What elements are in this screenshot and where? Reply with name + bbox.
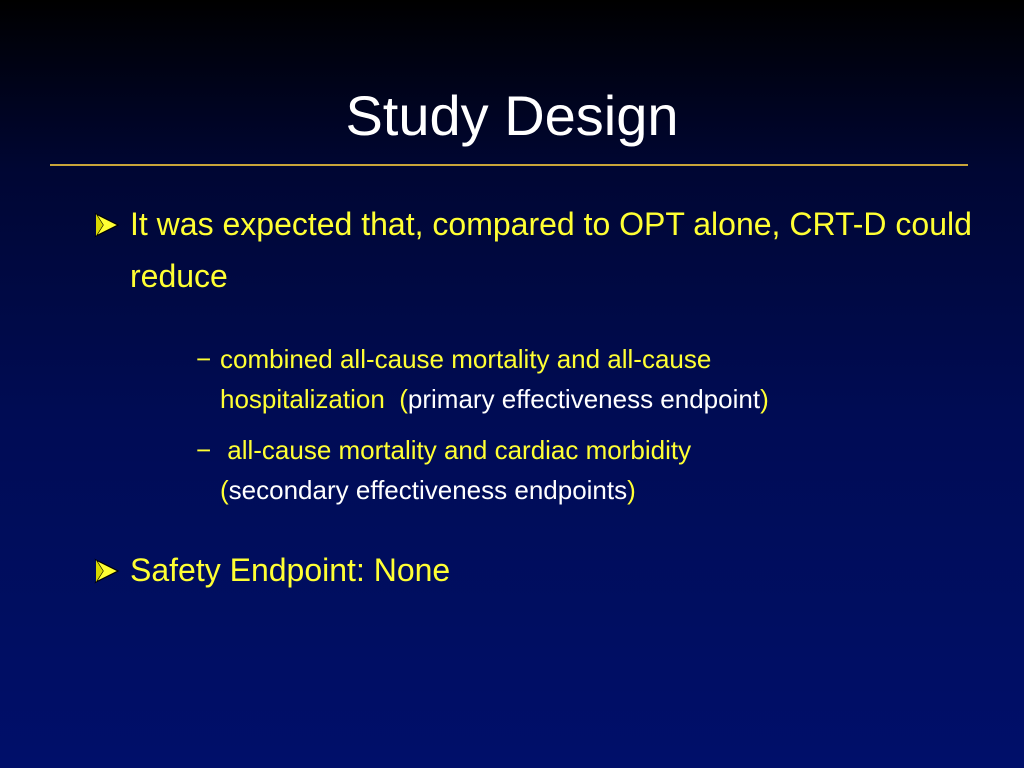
endpoint-label: primary effectiveness endpoint [407, 384, 761, 414]
open-paren: ( [399, 384, 408, 414]
bullet-expected-outcome [92, 198, 972, 302]
slide-title: Study Design [345, 84, 679, 147]
open-paren: ( [220, 475, 229, 505]
title-divider [50, 164, 968, 166]
sub-bullet-primary-endpoint [196, 339, 956, 419]
dash-marker: − [196, 435, 212, 465]
sub-bullet-main-text: combined all-cause mortality and all-cause hospitalization [220, 344, 712, 414]
bullet-text: It was expected that, compared to OPT alone, CRT-D could reduce [130, 206, 972, 294]
arrowhead-bullet-icon [92, 198, 124, 250]
dash-marker: − [196, 344, 212, 374]
close-paren: ) [760, 384, 769, 414]
close-paren: ) [627, 475, 636, 505]
sub-bullet-content [220, 339, 956, 419]
sub-bullet-content [220, 430, 956, 510]
sub-bullet-main-text: all-cause mortality and cardiac morbidity [227, 435, 692, 465]
endpoint-label: secondary effectiveness endpoints [228, 475, 628, 505]
bullet-text: Safety Endpoint: None [130, 552, 451, 588]
arrowhead-bullet-icon [92, 544, 124, 596]
bullet-safety-endpoint [92, 544, 972, 596]
sub-bullet-secondary-endpoints [196, 430, 956, 510]
